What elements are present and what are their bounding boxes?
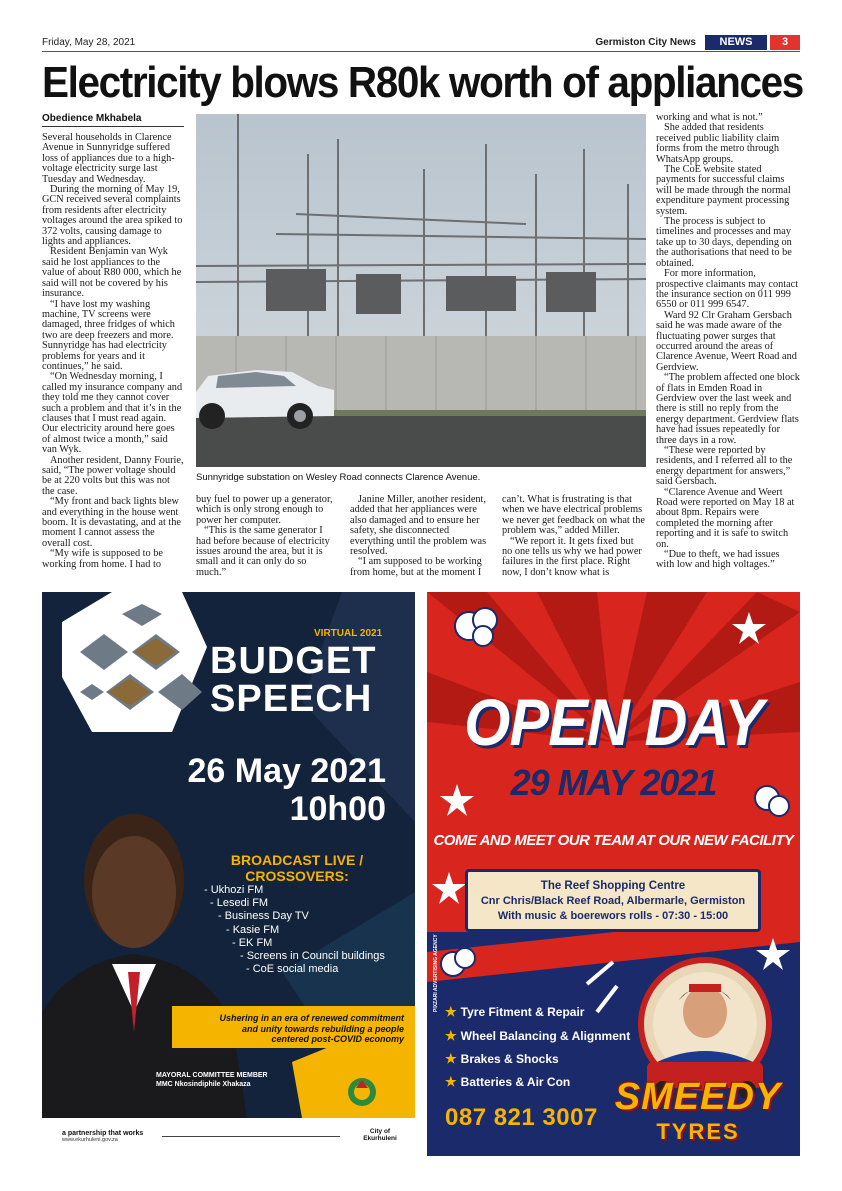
paragraph: For more information, prospective claimants may contact the insurance section on 011 999 6550 or 011 999 6547. bbox=[656, 268, 799, 311]
publication-name: Germiston City News bbox=[595, 37, 696, 48]
city-line: Ekurhuleni bbox=[363, 1135, 397, 1142]
star-icon: ★ bbox=[445, 1004, 457, 1019]
venue-address: Cnr Chris/Black Reef Road, Albermarle, Germiston bbox=[480, 895, 746, 907]
star-icon: ★ bbox=[445, 1051, 457, 1066]
broadcast-heading: BROADCAST LIVE / CROSSOVERS: bbox=[230, 852, 364, 884]
photo-caption: Sunnyridge substation on Wesley Road connects Clarence Avenue. bbox=[196, 472, 481, 483]
agency-credit: PIXZARI ADVERTISING AGENCY bbox=[433, 934, 439, 1012]
paragraph: “Due to theft, we had issues with low and high voltages.” bbox=[656, 549, 780, 571]
list-item: - CoE social media bbox=[246, 963, 339, 976]
come-meet-tagline: COME AND MEET OUR TEAM AT OUR NEW FACILITY bbox=[433, 832, 794, 849]
city-line: City of bbox=[369, 1128, 391, 1135]
paragraph: Another resident, Danny Fourie, said, “The power voltage should be at 220 volts but this was not the case. bbox=[42, 454, 184, 497]
star-icon: ★ bbox=[445, 1074, 457, 1089]
paragraph: Janine Miller, another resident, added that her appliances were also damaged and to ensure her safety, she disconnected everything until the problem was resolved. bbox=[350, 494, 487, 558]
paragraph: can’t. What is frustrating is that when we have electrical problems we never get feedback on what the problem was,” added Miller. bbox=[502, 494, 645, 537]
paragraph: “These were reported by residents, and I referred all to the energy department for answers,” said Gersbach. bbox=[656, 445, 793, 488]
article-column-2 bbox=[196, 495, 338, 578]
header-rule bbox=[42, 51, 800, 52]
list-item: - Kasie FM bbox=[226, 923, 280, 936]
paragraph: Several households in Clarence Avenue in Sunnyridge suffered loss of appliances due to a high-voltage electricity surge last Tuesday and Wednesday. bbox=[42, 132, 175, 185]
paragraph: “We report it. It gets fixed but no one tells us why we had power failures in the first place. Right now, I don’t know what is bbox=[502, 535, 642, 578]
page-number: 3 bbox=[770, 35, 800, 50]
open-day-title: OPEN DAY bbox=[464, 685, 763, 759]
paragraph: “On Wednesday morning, I called my insurance company and they told me they cannot cover such a problem and that it’s in the clauses that I must read again. Our electricity around here goes of almost twice a month,” said van Wyk. bbox=[42, 371, 183, 456]
paragraph: “I have lost my washing machine, TV screens were damaged, three fridges of which two are deep freezers and more. Sunnyridge has had electricity problems for years and it continues,” he said. bbox=[42, 298, 175, 372]
ushering-line: centered post-COVID economy bbox=[271, 1034, 404, 1044]
list-item: - Business Day TV bbox=[218, 910, 309, 923]
article-column-1 bbox=[42, 133, 184, 570]
mmc-credit bbox=[156, 1071, 268, 1089]
partnership-slogan: a partnership that works bbox=[62, 1130, 144, 1137]
list-item: - Lesedi FM bbox=[210, 897, 269, 910]
service-label: Tyre Fitment & Repair bbox=[460, 1005, 585, 1019]
service-item bbox=[445, 1028, 630, 1044]
paragraph: The CoE website stated payments for successful claims will be made through the normal expenditure payment processing system. bbox=[656, 164, 791, 217]
paragraph: She added that residents received public liability claim forms from the metro through WhatsApp groups. bbox=[656, 122, 780, 165]
service-item bbox=[445, 1051, 559, 1067]
paragraph: During the morning of May 19, GCN received several complaints from residents after electricity voltages around the area spiked to 372 volts, causing damage to lights and appliances. bbox=[42, 184, 183, 248]
speech-title: SPEECH bbox=[210, 678, 373, 720]
paragraph: “I am supposed to be working from home, but at the moment I bbox=[350, 556, 482, 578]
paragraph: “My front and back lights blew and everything in the house went boom. It is devastating, and at the moment I cannot assess the overall cost. bbox=[42, 496, 181, 549]
section-tag: NEWS bbox=[705, 35, 767, 50]
article-column-5 bbox=[656, 113, 800, 571]
city-logo-text bbox=[358, 1128, 402, 1142]
paragraph: “My wife is supposed to be working from home. I had to bbox=[42, 548, 163, 570]
paragraph: Resident Benjamin van Wyk said he lost appliances to the value of about R80 000, which he said will not be covered by his insurance. bbox=[42, 246, 182, 300]
phone-number[interactable]: 087 821 3007 bbox=[445, 1104, 598, 1131]
article-headline: Electricity blows R80k worth of appliances bbox=[42, 58, 803, 107]
budget-title: BUDGET bbox=[210, 640, 377, 682]
service-label: Brakes & Shocks bbox=[460, 1052, 559, 1066]
ekurhuleni-url[interactable]: www.ekurhuleni.gov.za bbox=[62, 1137, 118, 1143]
service-item bbox=[445, 1074, 570, 1090]
article-column-3 bbox=[350, 495, 492, 578]
article-byline: Obedience Mkhabela bbox=[42, 113, 184, 127]
budget-speech-ad[interactable] bbox=[42, 592, 415, 1156]
brand-subname: TYRES bbox=[656, 1119, 740, 1144]
paragraph: buy fuel to power up a generator, which is only strong enough to power her computer. bbox=[196, 494, 333, 526]
service-item bbox=[445, 1004, 584, 1020]
broadcast-channel-list bbox=[204, 884, 385, 976]
ushering-line: and unity towards rebuilding a people bbox=[241, 1023, 404, 1034]
ushering-text bbox=[192, 1013, 404, 1045]
mmc-title: MAYORAL COMMITTEE MEMBER bbox=[156, 1072, 268, 1079]
mmc-name: MMC Nkosindiphile Xhakaza bbox=[156, 1081, 251, 1088]
budget-date: 26 May 2021 bbox=[187, 752, 386, 790]
service-label: Batteries & Air Con bbox=[460, 1075, 571, 1089]
virtual-label: VIRTUAL 2021 bbox=[314, 628, 383, 639]
article-column-4 bbox=[502, 495, 645, 578]
paragraph: “The problem affected one block of flats in Emden Road in Gerdview over the last week and there is still no reply from the energy department. Gerdview flats have had issues repeatedly for three days in a row. bbox=[656, 372, 800, 446]
open-day-ad[interactable] bbox=[427, 592, 800, 1156]
budget-time: 10h00 bbox=[289, 790, 386, 828]
service-label: Wheel Balancing & Alignment bbox=[460, 1029, 631, 1043]
paragraph: Ward 92 Clr Graham Gersbach said he was made aware of the fluctuating power surges that occurred around the areas of Clarence Avenue, Weert Road and Gerdview. bbox=[656, 309, 797, 373]
brand-name: SMEEDY bbox=[614, 1076, 782, 1118]
event-details: With music & boerewors rolls - 07:30 - 15:00 bbox=[497, 910, 729, 922]
issue-date: Friday, May 28, 2021 bbox=[42, 37, 136, 48]
list-item: - EK FM bbox=[232, 936, 273, 949]
ushering-line: Ushering in an era of renewed commitment bbox=[219, 1013, 404, 1023]
paragraph: The process is subject to timelines and processes and may take up to 30 days, depending on the authorisations that need to be obtained. bbox=[656, 216, 792, 269]
list-item: - Screens in Council buildings bbox=[240, 950, 385, 963]
paragraph: working and what is not.” bbox=[656, 112, 763, 123]
venue-box bbox=[465, 869, 761, 932]
open-day-date: 29 MAY 2021 bbox=[510, 762, 717, 803]
footer-divider bbox=[162, 1136, 340, 1137]
paragraph: “This is the same generator I had before because of electricity issues around the area, but it is small and it can only do so much.” bbox=[196, 525, 330, 578]
star-icon: ★ bbox=[445, 1028, 457, 1043]
substation-photo bbox=[196, 114, 646, 467]
list-item: - Ukhozi FM bbox=[204, 884, 264, 896]
paragraph: “Clarence Avenue and Weert Road were reported on May 18 at about 8pm. Repairs were completed the morning after reporting and it is safe to switch on. bbox=[656, 486, 795, 550]
venue-name: The Reef Shopping Centre bbox=[540, 880, 686, 892]
